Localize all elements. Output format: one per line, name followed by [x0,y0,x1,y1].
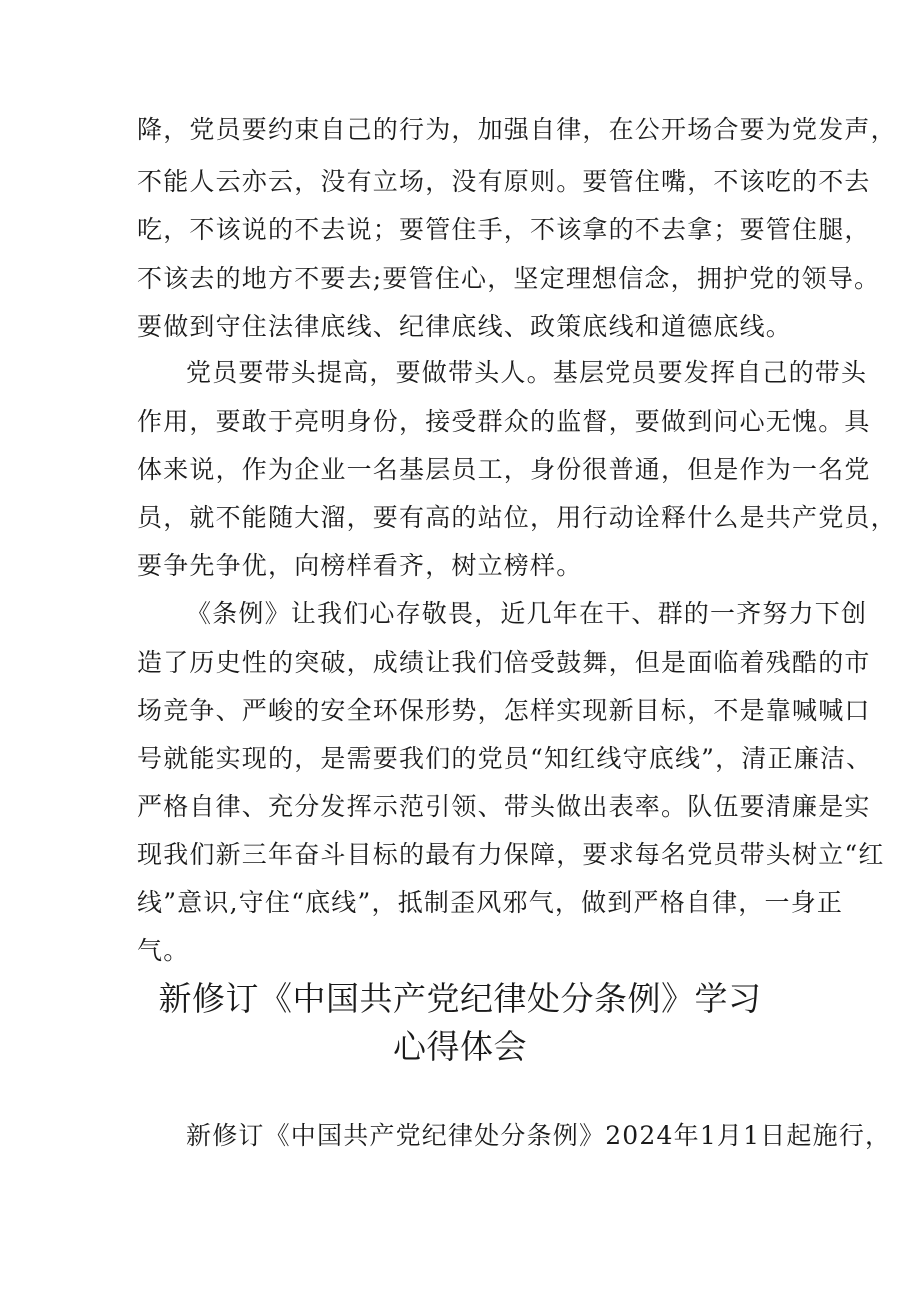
paragraph-3-line-4: 号就能实现的，是需要我们的党员“知红线守底线”，清正廉洁、 [137,744,873,773]
paragraph-1-line-5: 要做到守住法律底线、纪律底线、政策底线和道德底线。 [137,312,793,341]
paragraph-1-line-2: 不能人云亦云，没有立场，没有原则。要管住嘴，不该吃的不去 [137,167,871,196]
page-title-line-1: 新修订《中国共产党纪律处分条例》学习 [158,979,762,1018]
paragraph-2-line-3: 体来说，作为企业一名基层员工，身份很普通，但是作为一名党 [137,455,871,484]
paragraph-3-line-2: 造了历史性的突破，成绩让我们倍受鼓舞，但是面临着残酷的市 [137,648,871,677]
paragraph-1-line-4: 不该去的地方不要去;要管住心，坚定理想信念，拥护党的领导。 [137,264,881,293]
paragraph-3-line-7: 线”意识,守住“底线”，抵制歪风邪气，做到严格自律，一身正 [137,888,844,917]
paragraph-3-line-5: 严格自律、充分发挥示范引领、带头做出表率。队伍要清廉是实 [137,792,871,821]
paragraph-3-line-6: 现我们新三年奋斗目标的最有力保障，要求每名党员带头树立“红 [137,840,885,869]
page-title-line-2: 心得体会 [393,1027,527,1066]
paragraph-2-line-1: 党员要带头提高，要做带头人。基层党员要发挥自己的带头 [186,358,868,387]
paragraph-2-line-5: 要争先争优，向榜样看齐，树立榜样。 [137,551,583,580]
paragraph-3-line-8: 气。 [137,936,190,965]
paragraph-2-line-2: 作用，要敢于亮明身份，接受群众的监督，要做到问心无愧。具 [137,407,871,436]
paragraph-2-line-4: 员，就不能随大溜，要有高的站位，用行动诠释什么是共产党员， [137,503,897,532]
paragraph-3-line-1: 《条例》让我们心存敬畏，近几年在干、群的一齐努力下创 [186,599,868,628]
paragraph-3-line-3: 场竞争、严峻的安全环保形势，怎样实现新目标，不是靠喊喊口 [137,696,871,725]
paragraph-1-line-1: 降，党员要约束自己的行为，加强自律，在公开场合要为党发声， [137,115,897,144]
paragraph-1-line-3: 吃，不该说的不去说；要管住手，不该拿的不去拿；要管住腿， [137,215,871,244]
final-paragraph-line-1: 新修订《中国共产党纪律处分条例》2024年1月1日起施行， [186,1121,892,1150]
